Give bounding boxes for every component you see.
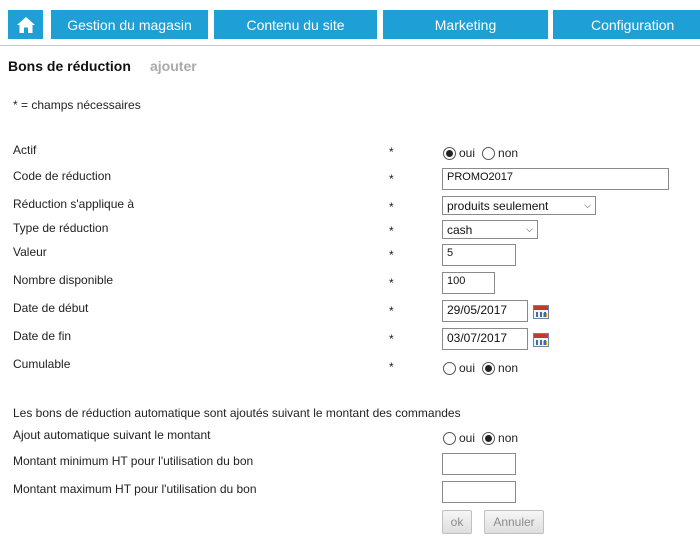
required-mark: * [389,304,394,318]
label-reduction-applique: Réduction s'applique à [13,197,135,211]
ajout-auto-non-label: non [498,431,519,445]
calendar-icon[interactable] [533,333,549,347]
nav-tab-configuration[interactable]: Configuration [553,10,700,39]
required-mark: * [389,248,394,262]
label-cumulable: Cumulable [13,357,71,371]
actif-non-label: non [498,146,519,160]
date-debut-input[interactable]: 29/05/2017 [442,300,528,322]
auto-section-intro: Les bons de réduction automatique sont ajoutés suivant le montant des commandes [13,406,461,420]
label-montant-maximum: Montant maximum HT pour l'utilisation du bon [13,482,257,496]
type-reduction-value: cash [447,222,473,237]
required-fields-note: * = champs nécessaires [13,98,141,112]
calendar-icon[interactable] [533,305,549,319]
nombre-disponible-input[interactable]: 100 [442,272,495,294]
valeur-input[interactable]: 5 [442,244,516,266]
chevron-down-icon: ⌵ [526,224,533,234]
montant-maximum-input[interactable] [442,481,516,503]
nav-tab-marketing[interactable]: Marketing [383,10,548,39]
label-valeur: Valeur [13,245,47,259]
label-code-reduction: Code de réduction [13,169,112,183]
required-mark: * [389,360,394,374]
ajout-auto-radio-group [443,431,525,445]
required-mark: * [389,200,394,214]
label-montant-minimum: Montant minimum HT pour l'utilisation du bon [13,454,254,468]
montant-minimum-input[interactable] [442,453,516,475]
type-reduction-select[interactable] [442,220,538,239]
label-nombre-disponible: Nombre disponible [13,273,114,287]
reduction-applique-select[interactable] [442,196,596,215]
ajout-auto-oui-label: oui [459,431,476,445]
label-date-fin: Date de fin [13,329,72,343]
required-mark: * [389,224,394,238]
home-button[interactable] [8,10,43,39]
nav-tab-contenu-site[interactable]: Contenu du site [214,10,377,39]
actif-radio-oui[interactable] [443,147,456,160]
cumulable-oui-label: oui [459,361,476,375]
ajout-auto-radio-oui[interactable] [443,432,456,445]
chevron-down-icon: ⌵ [584,200,591,210]
ok-button[interactable]: ok [442,510,472,534]
code-reduction-input[interactable]: PROMO2017 [442,168,669,190]
actif-oui-label: oui [459,146,476,160]
required-mark: * [389,172,394,186]
cumulable-radio-non[interactable] [482,362,495,375]
home-icon [16,16,36,34]
cumulable-radio-oui[interactable] [443,362,456,375]
label-date-debut: Date de début [13,301,89,315]
actif-radio-non[interactable] [482,147,495,160]
nav-divider [0,45,700,46]
ajout-auto-radio-non[interactable] [482,432,495,445]
required-mark: * [389,276,394,290]
cumulable-radio-group [443,361,525,375]
required-mark: * [389,332,394,346]
reduction-applique-value: produits seulement [447,198,549,213]
page-title: Bons de réduction [8,58,131,74]
cumulable-non-label: non [498,361,519,375]
nav-tab-gestion-magasin[interactable]: Gestion du magasin [51,10,208,39]
actif-radio-group [443,146,525,160]
label-type-reduction: Type de réduction [13,221,109,235]
date-fin-input[interactable]: 03/07/2017 [442,328,528,350]
label-ajout-automatique: Ajout automatique suivant le montant [13,428,211,442]
cancel-button[interactable]: Annuler [484,510,544,534]
page-subtitle-ajouter: ajouter [150,58,197,74]
label-actif: Actif [13,143,37,157]
required-mark: * [389,145,394,159]
